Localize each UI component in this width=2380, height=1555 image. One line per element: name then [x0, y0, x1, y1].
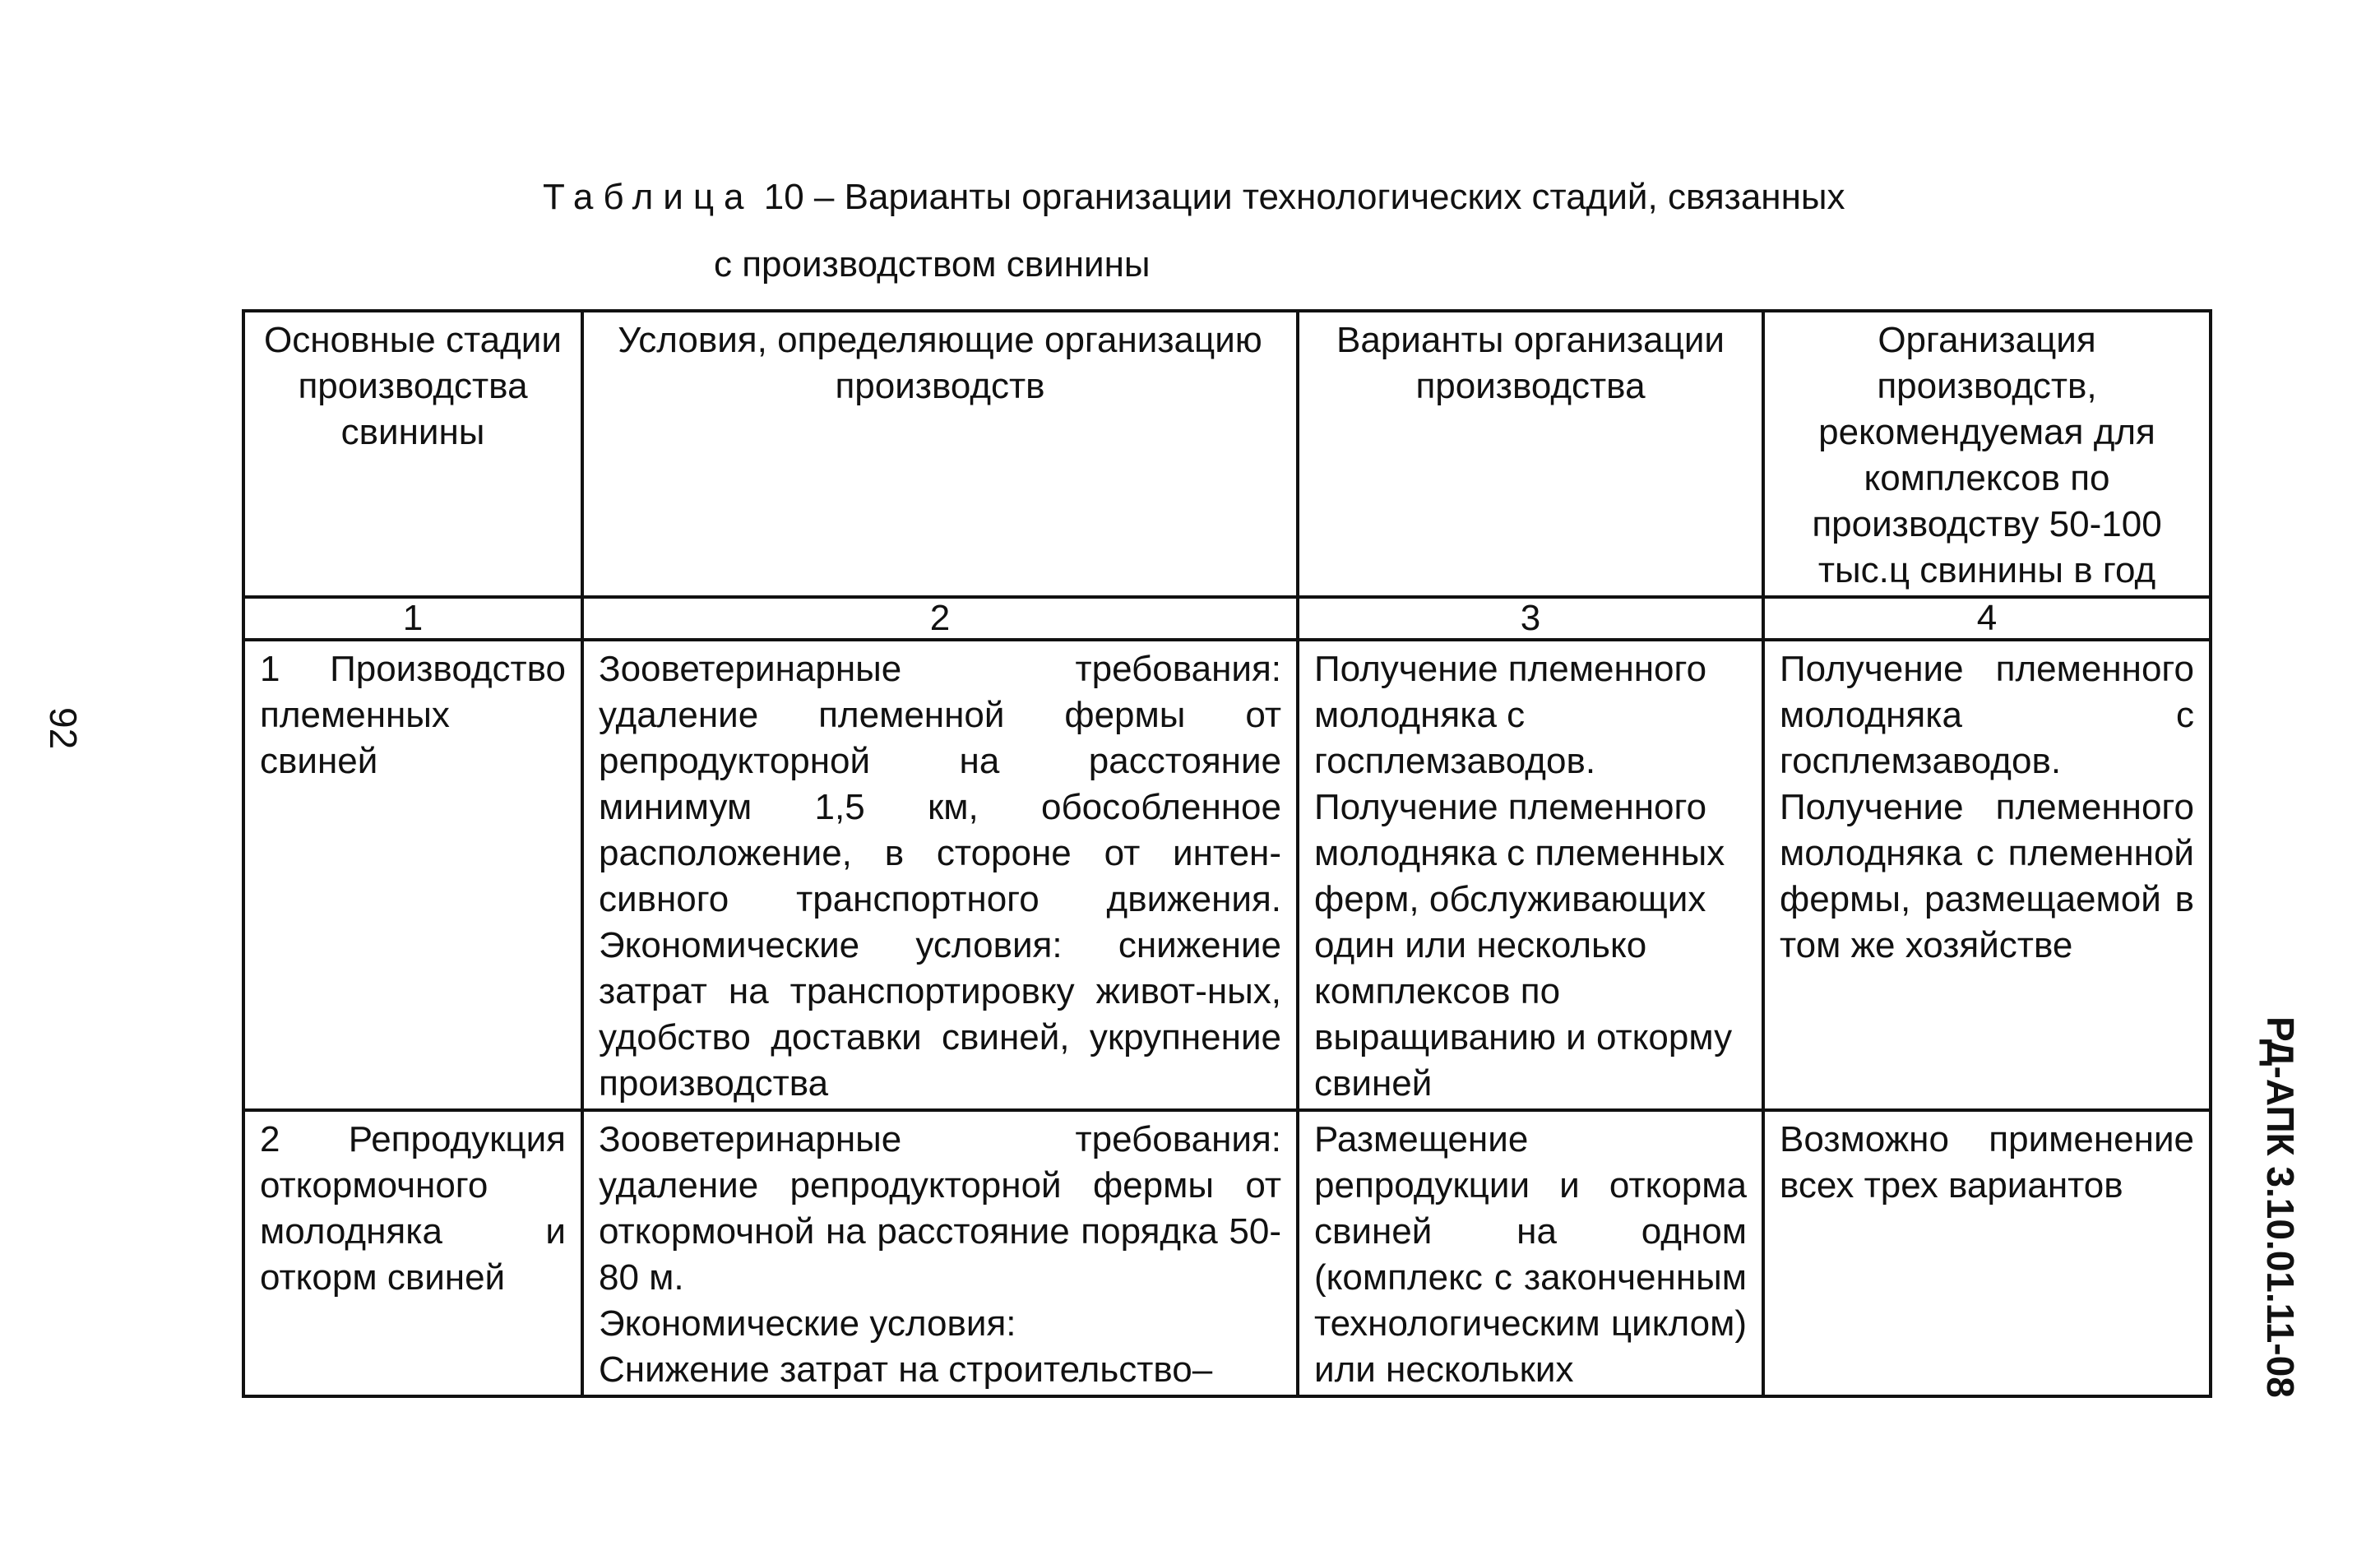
page-number: 92: [42, 707, 85, 750]
header-cell-recommended: Организация производств, рекомендуемая для комплексов по производству 50-100 тыс.ц свинины в год: [1763, 311, 2211, 597]
conditions-economic-heading: Экономические условия:: [599, 1303, 1016, 1344]
header-cell-variants: Варианты организации производства: [1298, 311, 1763, 597]
conditions-cell: [582, 1110, 1298, 1396]
table-caption-line-2: с производством свинины: [714, 244, 1151, 285]
production-stages-table: [242, 309, 2212, 1398]
table-row: [243, 1110, 2211, 1396]
table-header-row: [243, 311, 2211, 597]
variants-cell: Размещение репродукции и откорма свиней на одном (комплекс с законченным технологическим циклом) или нескольких: [1298, 1110, 1763, 1396]
stage-cell: 1 Производство племенных свиней: [243, 640, 582, 1110]
variants-cell: Получение племенного молодняка с госплемзаводов. Получение племенного молодняка с племенных ферм, обслуживающих один или несколько комплексов по выращиванию и откорму свиней: [1298, 640, 1763, 1110]
column-number-cell: 1: [243, 597, 582, 640]
table-row: [243, 640, 2211, 1110]
header-cell-stages: Основные стадии производства свинины: [243, 311, 582, 597]
table-caption-line-1: [543, 179, 1845, 215]
column-number-cell: 3: [1298, 597, 1763, 640]
column-number-cell: 2: [582, 597, 1298, 640]
recommended-cell: Получение племенного молодняка с госплемзаводов. Получение племенного молодняка с племенной фермы, размещаемой в том же хозяйстве: [1763, 640, 2211, 1110]
conditions-cell: Зооветеринарные требования: удаление племенной фермы от репродукторной на расстояние минимум 1,5 км, обособленное расположение, в стороне от интен-сивного транспортного движения. Экономические условия: снижение затрат на транспортировку живот-ных, удобство доставки свиней, укрупнение производства: [582, 640, 1298, 1110]
conditions-zoovet-text: Зооветеринарные требования: удаление репродукторной фермы от откормочной на расстояние порядка 50-80 м.: [599, 1119, 1281, 1298]
table-caption-title: 10 – Варианты организации технологических стадий, связанных: [763, 177, 1845, 217]
column-number-cell: 4: [1763, 597, 2211, 640]
header-cell-conditions: Условия, определяющие организацию производств: [582, 311, 1298, 597]
table-caption-prefix: Таблица: [543, 177, 754, 217]
document-code: РД-АПК 3.10.01.11-08: [2259, 1016, 2302, 1398]
recommended-cell: Возможно применение всех трех вариантов: [1763, 1110, 2211, 1396]
column-number-row: [243, 597, 2211, 640]
stage-cell: 2 Репродукция откормочного молодняка и откорм свиней: [243, 1110, 582, 1396]
conditions-economic-text: Снижение затрат на строительство–: [599, 1349, 1213, 1390]
